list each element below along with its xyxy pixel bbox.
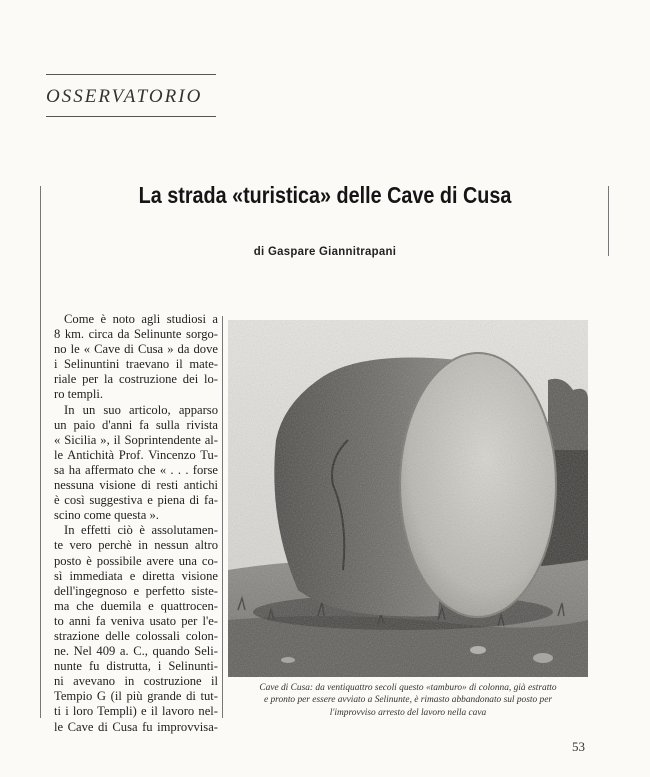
body-line: In un suo articolo, apparso xyxy=(64,402,218,417)
body-line: dell'ingegnoso e perfetto siste- xyxy=(54,583,218,598)
column-drum-photo xyxy=(228,320,588,677)
right-margin-rule xyxy=(608,186,609,256)
body-line: ti i loro Templi) e il lavoro nel- xyxy=(54,704,218,719)
caption-line: e pronto per essere avviato a Selinunte, è rimasto abbandonato sul posto per xyxy=(263,695,553,706)
section-label: OSSERVATORIO xyxy=(46,86,203,107)
page-number: 53 xyxy=(572,739,585,754)
left-margin-rule xyxy=(40,186,41,718)
body-line: In effetti ciò è assolutamen- xyxy=(64,523,218,538)
body-line: « Sicilia », il Soprintendente al- xyxy=(54,432,218,447)
body-line: no le « Cave di Cusa » da dove xyxy=(54,342,218,357)
body-line: sì immediata e diretta visione xyxy=(54,568,218,583)
body-line: posto è possibile avere una co- xyxy=(54,553,218,568)
body-line: ma che duemila e quattrocen- xyxy=(54,598,218,613)
body-line: le Cave di Cusa fu improvvisa- xyxy=(54,719,218,734)
article-body xyxy=(54,312,218,735)
header-rule-bottom xyxy=(46,116,216,117)
header-rule-top xyxy=(46,74,216,75)
body-line: Tempio G (il più grande di tut- xyxy=(54,689,218,704)
body-line: to anni fa veniva usato per l'e- xyxy=(54,613,218,628)
body-line: ne. Nel 409 a. C., quando Seli- xyxy=(54,644,218,659)
body-line: i Selinuntini traevano il mate- xyxy=(54,357,218,372)
caption-line: l'improvviso arresto del lavoro nella cava xyxy=(329,707,487,718)
article-author: di Gaspare Giannitrapani xyxy=(253,244,397,258)
body-line: 8 km. circa da Selinunte sorgo- xyxy=(54,327,218,342)
body-line: un paio d'anni fa sulla rivista xyxy=(54,417,218,432)
body-line: ni avevano in costruzione il xyxy=(54,674,218,689)
body-line: sa ha affermato che « . . . forse xyxy=(54,462,218,477)
body-line: Come è noto agli studiosi a xyxy=(64,312,218,326)
body-line: te vero perchè in nessun altro xyxy=(54,538,218,553)
body-line: ro templi. xyxy=(54,387,103,402)
article-title: La strada «turistica» delle Cave di Cusa xyxy=(138,182,512,208)
body-line: nunte fu distrutta, i Selinunti- xyxy=(54,659,218,674)
column-divider xyxy=(222,316,223,718)
caption-line: Cave di Cusa: da ventiquattro secoli questo «tamburo» di colonna, già estratto xyxy=(259,683,557,693)
body-line: scino come questa ». xyxy=(54,508,159,523)
body-line: strazione delle colossali colon- xyxy=(54,628,218,643)
body-line: nessuna visione di resti antichi xyxy=(54,478,218,493)
body-line: riale per la costruzione dei lo- xyxy=(54,372,218,387)
body-line: è così suggestiva e piena di fa- xyxy=(54,493,218,508)
body-line: le Antichità Prof. Vincenzo Tu- xyxy=(54,447,218,462)
photo-caption xyxy=(228,682,588,719)
